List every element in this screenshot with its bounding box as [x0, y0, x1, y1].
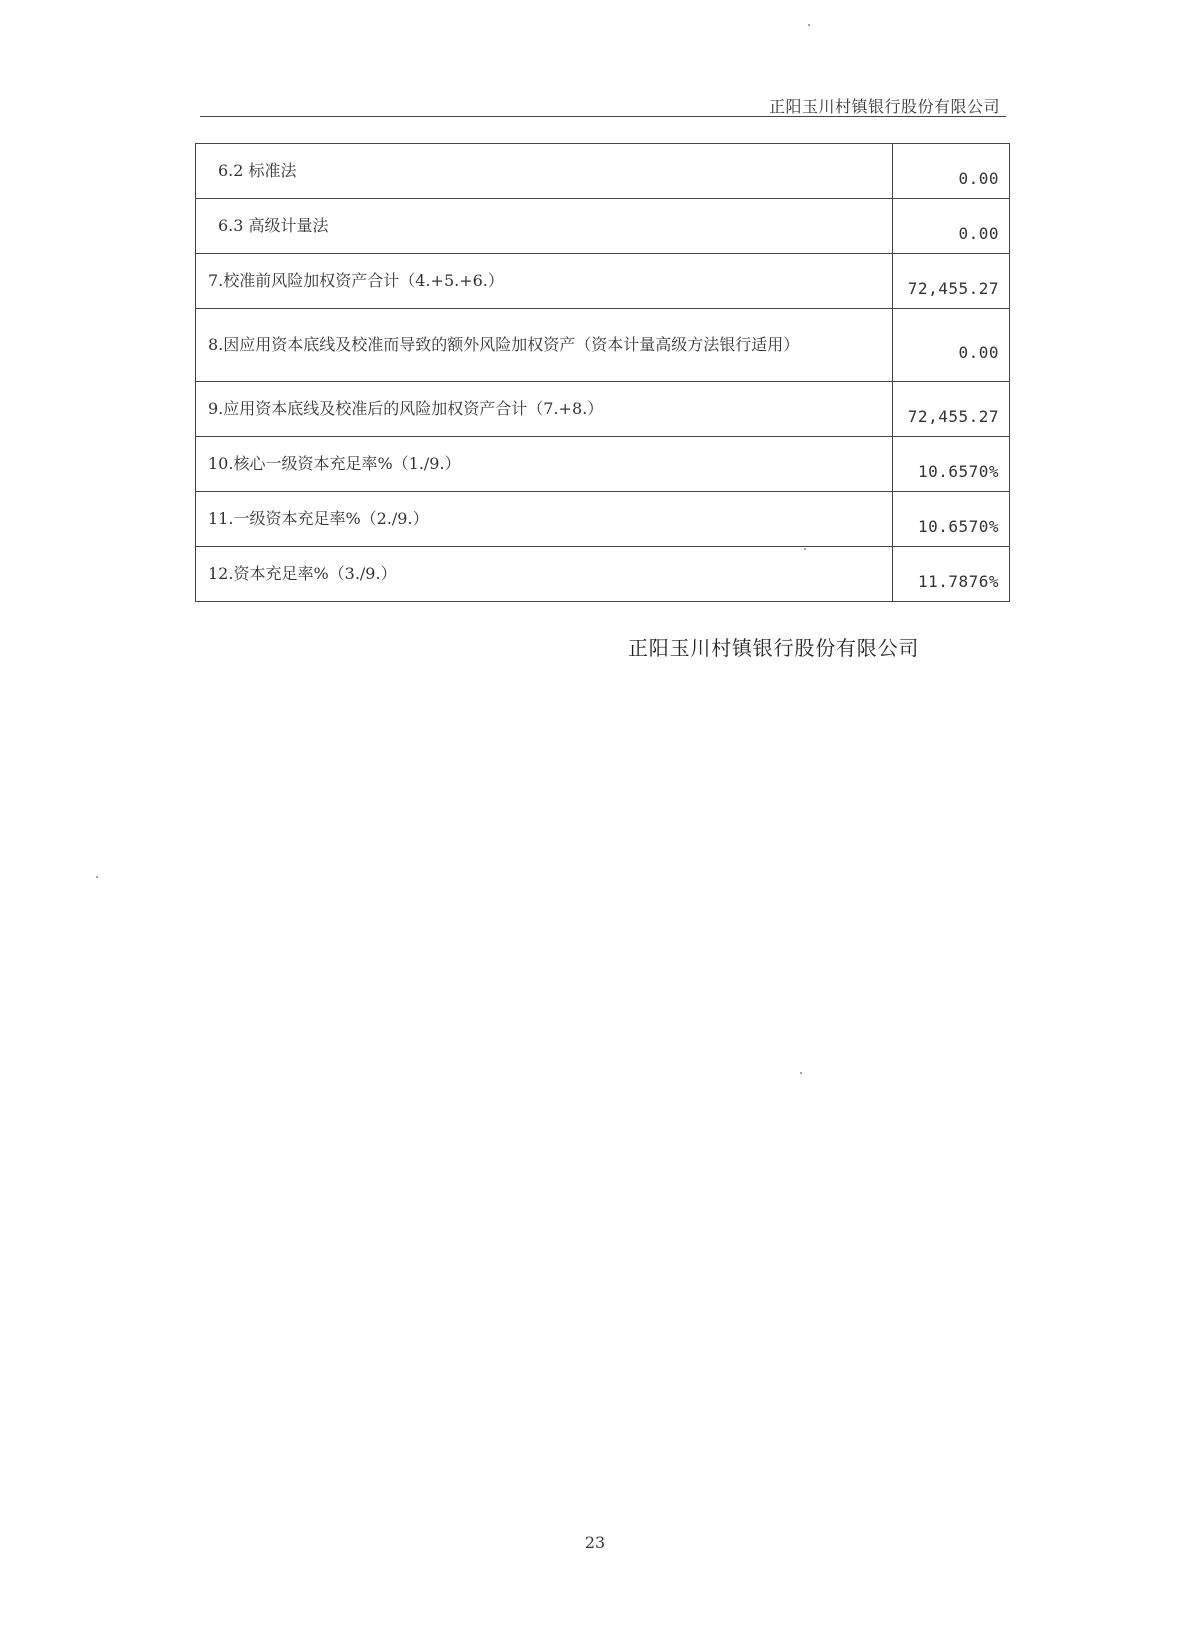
table-row — [196, 254, 1010, 309]
table-row — [196, 547, 1010, 602]
running-header: 正阳玉川村镇银行股份有限公司 — [768, 97, 1000, 116]
table-row — [196, 492, 1010, 547]
row-value: 10.6570% — [893, 437, 1010, 492]
row-label: 6.2 标准法 — [196, 144, 893, 199]
row-label: 12.资本充足率%（3./9.） — [196, 547, 893, 602]
table-row — [196, 144, 1010, 199]
table-row — [196, 199, 1010, 254]
row-value: 72,455.27 — [893, 254, 1010, 309]
company-signature: 正阳玉川村镇银行股份有限公司 — [628, 636, 920, 660]
table-row — [196, 309, 1010, 382]
row-label: 7.校准前风险加权资产合计（4.+5.+6.） — [196, 254, 893, 309]
row-value: 0.00 — [893, 309, 1010, 382]
header-rule — [200, 116, 1006, 117]
scan-speck — [800, 1072, 802, 1074]
row-value: 11.7876% — [893, 547, 1010, 602]
row-value: 72,455.27 — [893, 382, 1010, 437]
table-row — [196, 437, 1010, 492]
row-label: 9.应用资本底线及校准后的风险加权资产合计（7.+8.） — [196, 382, 893, 437]
scan-speck — [804, 548, 806, 550]
row-value: 10.6570% — [893, 492, 1010, 547]
row-label: 11.一级资本充足率%（2./9.） — [196, 492, 893, 547]
row-value: 0.00 — [893, 199, 1010, 254]
row-label: 8.因应用资本底线及校准而导致的额外风险加权资产（资本计量高级方法银行适用） — [196, 309, 893, 382]
table-row — [196, 382, 1010, 437]
page-number: 23 — [584, 1533, 606, 1552]
capital-adequacy-table — [195, 143, 1010, 602]
scan-speck — [96, 876, 98, 878]
row-label: 6.3 高级计量法 — [196, 199, 893, 254]
scan-speck — [808, 24, 810, 26]
row-label: 10.核心一级资本充足率%（1./9.） — [196, 437, 893, 492]
row-value: 0.00 — [893, 144, 1010, 199]
